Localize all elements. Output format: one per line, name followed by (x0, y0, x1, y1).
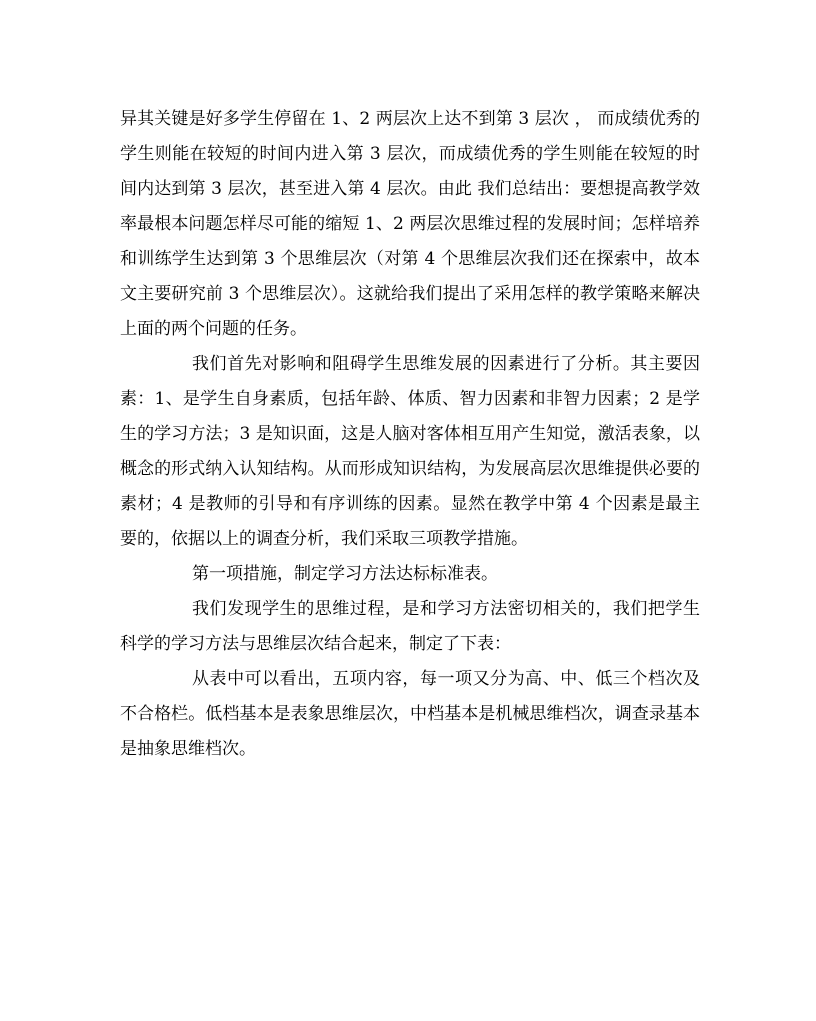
paragraph-factor-analysis: 我们首先对影响和阻碍学生思维发展的因素进行了分析。其主要因素：1、是学生自身素质，包括年龄、体质、智力因素和非智力因素；2 是学生的学习方法；3 是知识面，这是人脑对客体相互用产生知觉，激活表象，以概念的形式纳入认知结构。从而形成知识结构，为发展高层次思维提供必要的素材；4 是教师的引导和有序训练的因素。显然在教学中第 4 个因素是最主要的，依据以上的调查分析，我们采取三项教学措施。 (120, 354, 700, 549)
paragraph-table-summary: 从表中可以看出，五项内容，每一项又分为高、中、低三个档次及不合格栏。低档基本是表象思维层次，中档基本是机械思维档次，调查录基本是抽象思维档次。 (120, 669, 700, 759)
paragraph-continuation: 异其关键是好多学生停留在 1、2 两层次上达不到第 3 层次 ， 而成绩优秀的学生则能在较短的时间内进入第 3 层次，而成绩优秀的学生则能在较短的时间内达到第 3 层次，甚至进入第 4 层次。由此 我们总结出：要想提高教学效率最根本问题怎样尽可能的缩短 1、2 两层次思维过程的发展时间；怎样培养和训练学生达到第 3 个思维层次（对第 4 个思维层次我们还在探索中，故本文主要研究前 3 个思维层次）。这就给我们提出了采用怎样的教学策略来解决上面的两个问题的任务。 (120, 109, 700, 339)
paragraph-measure-one: 第一项措施，制定学习方法达标标准表。 (192, 564, 498, 584)
paragraph-learning-method: 我们发现学生的思维过程，是和学习方法密切相关的，我们把学生科学的学习方法与思维层次结合起来，制定了下表： (120, 599, 700, 654)
document-body (120, 102, 700, 767)
